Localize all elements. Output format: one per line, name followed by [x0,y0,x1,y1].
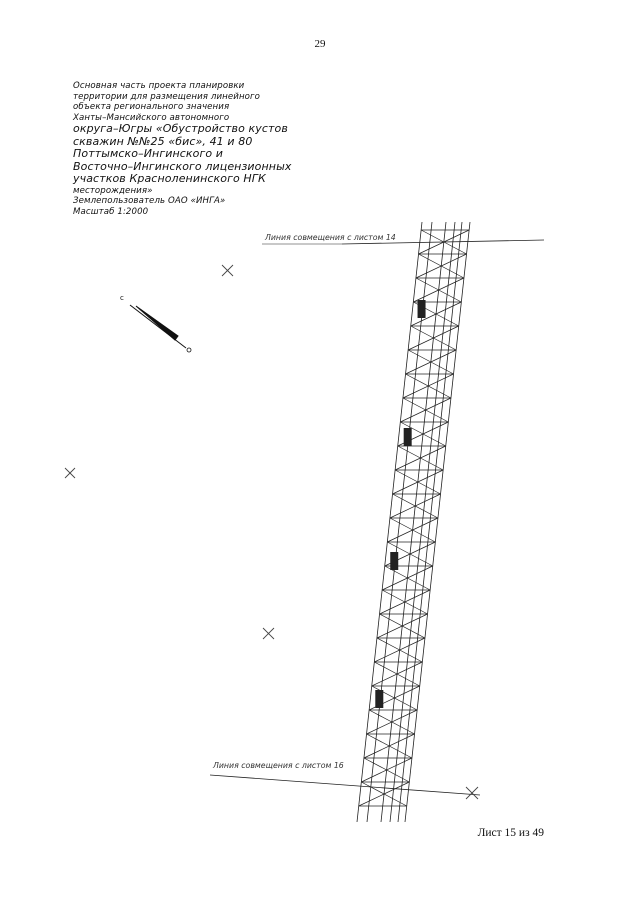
grid-cross-icon [466,787,478,799]
north-arrow-icon [120,294,191,352]
title-line: Основная часть проекта планировки [73,81,245,91]
title-line: Поттымско–Ингинского и [73,147,224,160]
corridor-label-block [375,690,383,708]
title-line: скважин №№25 «бис», 41 и 80 [73,134,253,148]
svg-text:с: с [120,294,124,302]
sheet-label: Лист 15 из 49 [477,827,544,839]
match-line-top-label: Линия совмещения с листом 14 [265,233,396,242]
page-number: 29 [314,38,326,50]
corridor-label-block [390,552,398,570]
title-line: Восточно–Ингинского лицензионных [73,159,292,173]
title-line: территории для размещения линейного [73,91,261,102]
title-line: Масштаб 1:2000 [73,206,149,217]
corridor-strip [357,222,470,822]
grid-cross-icon [263,628,274,639]
title-line: месторождения» [73,185,153,196]
title-line: округа–Югры «Обустройство кустов [73,122,288,135]
grid-cross-icon [222,265,233,276]
match-line-bottom [210,775,480,795]
match-line-bottom-label: Линия совмещения с листом 16 [213,761,344,770]
corridor-label-block [418,300,426,318]
title-line: Ханты–Мансийского автономного [73,112,230,123]
corridor-label-block [404,428,412,446]
title-line: объекта регионального значения [73,102,230,112]
title-line: Землепользователь ОАО «ИНГА» [73,196,226,206]
title-line: участков Красноленинского НГК [73,172,266,185]
corridor-rungs [359,230,469,806]
grid-cross-icon [65,468,75,478]
corridor-labels [375,300,425,708]
